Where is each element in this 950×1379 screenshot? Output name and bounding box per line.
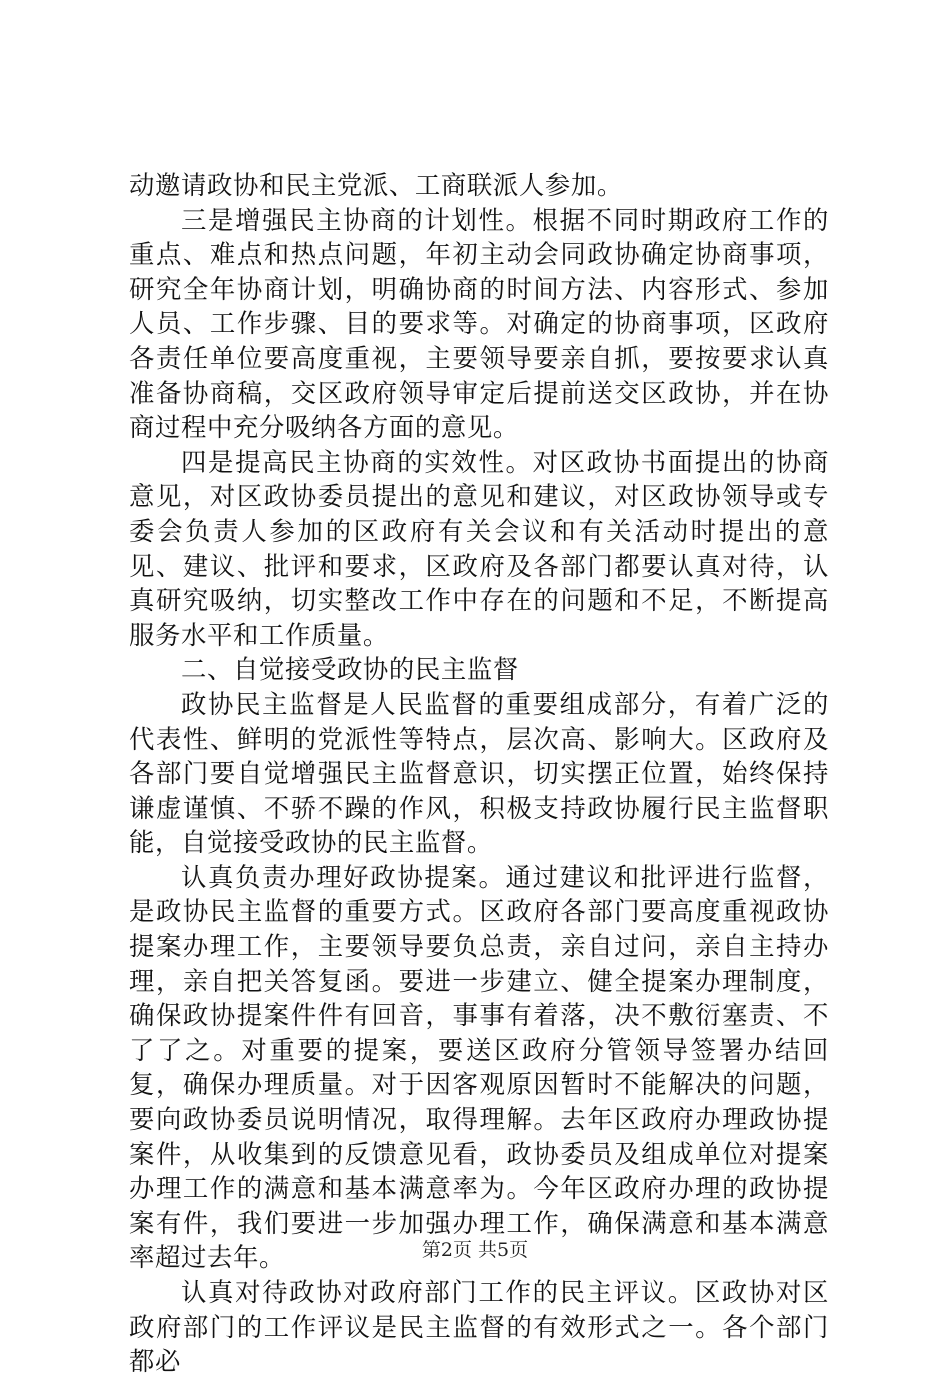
paragraph-5: 认真负责办理好政协提案。通过建议和批评进行监督，是政协民主监督的重要方式。区政府各部门要高度重视政协提案办理工作，主要领导要负总责，亲自过问，亲自主持办理，亲自把关答复函。要进一步建立、健全提案办理制度，确保政协提案件件有回音，事事有着落，决不敷衍塞责、不了了之。对重要的提案，要送区政府分管领导签署办结回复，确保办理质量。对于因客观原因暂时不能解决的问题，要向政协委员说明情况，取得理解。去年区政府办理政协提案件，从收集到的反馈意见看，政协委员及组成单位对提案办理工作的满意和基本满意率为。今年区政府办理的政协提案有件，我们要进一步加强办理工作，确保满意和基本满意率超过去年。	[129, 861, 829, 1273]
paragraph-4: 政协民主监督是人民监督的重要组成部分，有着广泛的代表性、鲜明的党派性等特点，层次高、影响大。区政府及各部门要自觉增强民主监督意识，切实摆正位置，始终保持谦虚谨慎、不骄不躁的作风，积极支持政协履行民主监督职能，自觉接受政协的民主监督。	[129, 688, 829, 858]
document-body	[129, 168, 829, 1379]
paragraph-6: 认真对待政协对政府部门工作的民主评议。区政协对区政府部门的工作评议是民主监督的有效形式之一。各个部门都必	[129, 1277, 829, 1377]
paragraph-1: 动邀请政协和民主党派、工商联派人参加。	[129, 170, 623, 200]
page-number: 第2页 共5页	[421, 1239, 529, 1261]
section-heading: 二、自觉接受政协的民主监督	[181, 654, 519, 685]
paragraph-3: 四是提高民主协商的实效性。对区政协书面提出的协商意见，对区政协委员提出的意见和建议，对区政协领导或专委会负责人参加的区政府有关会议和有关活动时提出的意见、建议、批评和要求，区政府及各部门都要认真对待，认真研究吸纳，切实整改工作中存在的问题和不足，不断提高服务水平和工作质量。	[129, 446, 829, 650]
paragraph-2: 三是增强民主协商的计划性。根据不同时期政府工作的重点、难点和热点问题，年初主动会同政协确定协商事项，研究全年协商计划，明确协商的时间方法、内容形式、参加人员、工作步骤、目的要求等。对确定的协商事项，区政府各责任单位要高度重视，主要领导要亲自抓，要按要求认真准备协商稿，交区政府领导审定后提前送交区政协，并在协商过程中充分吸纳各方面的意见。	[129, 204, 829, 443]
